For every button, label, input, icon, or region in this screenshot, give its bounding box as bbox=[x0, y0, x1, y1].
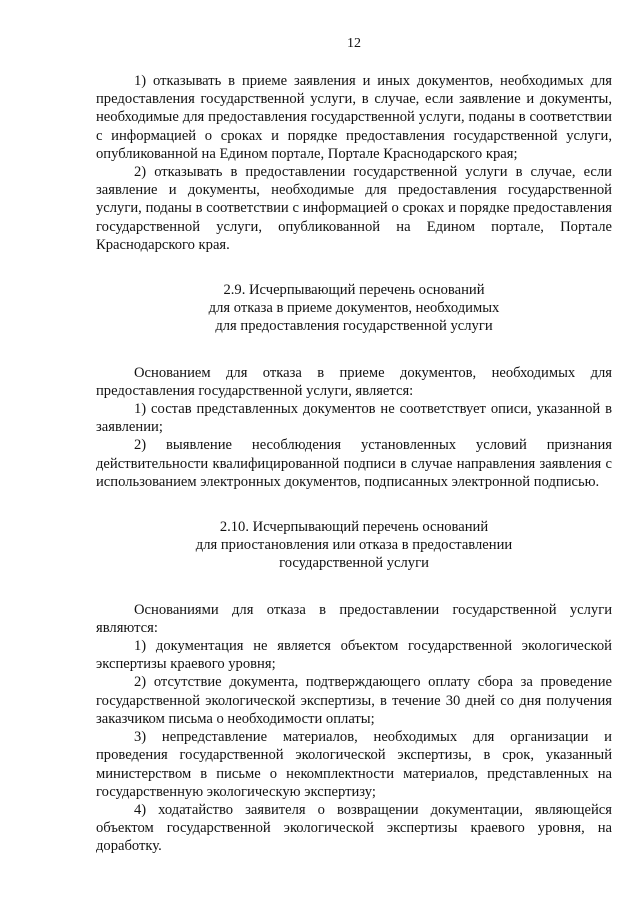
section-2-9-heading-line-2: для отказа в приеме документов, необходимых bbox=[208, 300, 500, 317]
section-2-9-lead: Основанием для отказа в приеме документов, необходимых для предоставления государственной услуги, является: bbox=[96, 364, 612, 399]
section-2-10-item-2: 2) отсутствие документа, подтверждающего оплату сбора за проведение государственной экологической экспертизы, в течение 30 дней со дня получения заказчиком письма о необходимости оплаты; bbox=[96, 674, 612, 727]
document-page bbox=[96, 36, 612, 856]
section-2-10-heading-line-3: государственной услуги bbox=[279, 555, 429, 572]
section-2-9-item-1: 1) состав представленных документов не соответствует описи, указанной в заявлении; bbox=[96, 401, 612, 436]
intro-item-1: 1) отказывать в приеме заявления и иных документов, необходимых для предоставления государственной услуги, в случае, если заявление и документы, необходимые для предоставления государственной услуги, поданы в соответствии с информацией о сроках и порядке предоставления государственной услуги, опубликованной на Едином портале, Портале Краснодарского края; bbox=[96, 73, 612, 162]
page-number: 12 bbox=[347, 36, 361, 51]
section-2-10-heading-line-2: для приостановления или отказа в предоставлении bbox=[195, 537, 513, 554]
section-2-10-item-1: 1) документация не является объектом государственной экологической экспертизы краевого уровня; bbox=[96, 638, 612, 673]
section-2-10-lead: Основаниями для отказа в предоставлении государственной услуги являются: bbox=[96, 601, 612, 636]
section-2-10-item-3: 3) непредставление материалов, необходимых для организации и проведения государственной экологической экспертизы, в срок, указанный министерством в письме о некомплектности материалов, представленных на государственную экологическую экспертизу; bbox=[96, 729, 612, 800]
section-2-9-item-2: 2) выявление несоблюдения установленных условий признания действительности квалифицированной подписи в случае направления заявления с использованием электронных документов, подписанных электронной подписью. bbox=[96, 437, 612, 490]
section-2-10-item-4: 4) ходатайство заявителя о возвращении документации, являющейся объектом государственной экологической экспертизы краевого уровня, на доработку. bbox=[96, 801, 612, 855]
intro-item-2: 2) отказывать в предоставлении государственной услуги в случае, если заявление и документы, необходимые для предоставления государственной услуги, поданы в соответствии с информацией о сроках и порядке предоставления государственной услуги, опубликованной на Едином портале, Портале Краснодарского края. bbox=[96, 164, 612, 253]
section-2-9-heading-line-3: для предоставления государственной услуги bbox=[215, 318, 493, 335]
section-2-10-heading-line-1: 2.10. Исчерпывающий перечень оснований bbox=[219, 519, 489, 536]
section-2-10-heading bbox=[96, 518, 612, 573]
section-2-9-heading-line-1: 2.9. Исчерпывающий перечень оснований bbox=[223, 282, 485, 299]
section-2-9-heading bbox=[96, 281, 612, 336]
